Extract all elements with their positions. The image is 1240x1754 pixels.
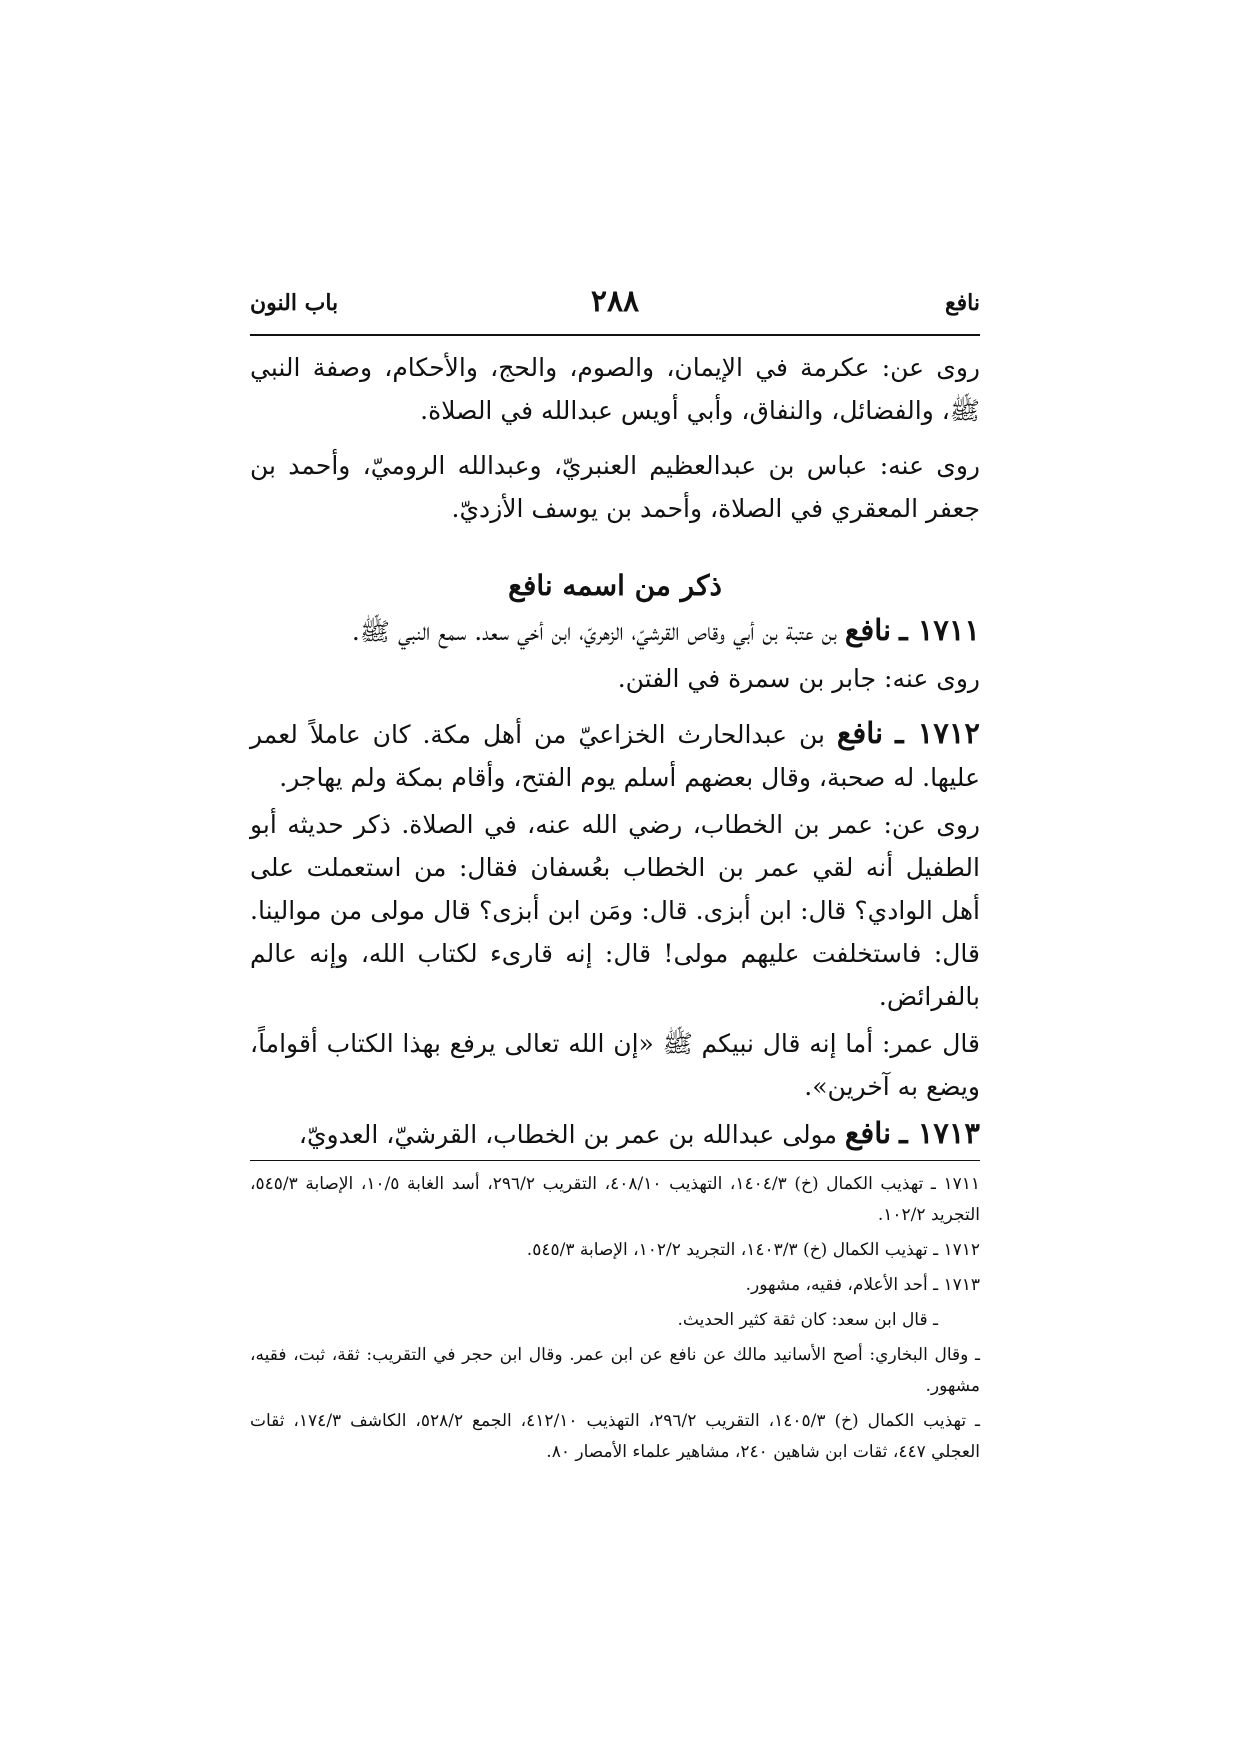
entry-1711 xyxy=(250,609,980,653)
footnote-1713-sources: ـ تهذيب الكمال (خ) ١٤٠٥/٣، التقريب ٢٩٦/٢، التهذيب ٤١٢/١٠، الجمع ٥٢٨/٢، الكاشف ١٧٤/٣، ثقات العجلي ٤٤٧، ثقات ابن شاهين ٢٤٠، مشاهير علماء الأمصار ٨٠. xyxy=(250,1411,980,1462)
entry-name: نافع xyxy=(844,1116,892,1150)
book-page xyxy=(250,284,981,1472)
footnotes xyxy=(250,1169,980,1468)
page-header xyxy=(250,284,980,334)
entry-1711-narrators: روى عنه: جابر بن سمرة في الفتن. xyxy=(617,664,980,693)
running-head-entry: نافع xyxy=(944,290,980,316)
entry-text: بن عبدالحارث الخزاعيّ من أهل مكة. كان عاملاً لعمر عليها. له صحبة، وقال بعضهم أسلم يوم الفتح، وأقام بمكة ولم يهاجر. xyxy=(250,720,980,792)
footnote-1712: ١٧١٢ ـ تهذيب الكمال (خ) ١٤٠٣/٣، التجريد ١٠٢/٢، الإصابة ٥٤٥/٣. xyxy=(526,1240,980,1260)
entry-1712-hadith: قال عمر: أما إنه قال نبيكم ﷺ «إن الله تعالى يرفع بهذا الكتاب أقواماً، ويضع به آخرين». xyxy=(250,1029,980,1101)
narrated-from-paragraph: روى عن: عكرمة في الإيمان، والصوم، والحج، والأحكام، وصفة النبي ﷺ، والفضائل، والنفاق، وأبي أويس عبدالله في الصلاة. xyxy=(250,353,980,425)
entry-1712 xyxy=(250,712,980,799)
narrated-by-paragraph: روى عنه: عباس بن عبدالعظيم العنبريّ، وعبدالله الروميّ، وأحمد بن جعفر المعقري في الصلاة، وأحمد بن يوسف الأزديّ. xyxy=(250,451,980,523)
footnote-1711: ١٧١١ ـ تهذيب الكمال (خ) ١٤٠٤/٣، التهذيب ٤٠٨/١٠، التقريب ٢٩٦/٢، أسد الغابة ١٠/٥، الإصابة ٥٤٥/٣، التجريد ١٠٢/٢. xyxy=(250,1174,981,1225)
running-head-chapter: باب النون xyxy=(250,290,339,316)
page-number: ٢٨٨ xyxy=(590,284,640,319)
entry-text: بن عتبة بن أبي وقاص القرشيّ، الزهريّ، ابن أخي سعد. سمع النبي ﷺ. xyxy=(351,617,845,646)
entry-1713 xyxy=(250,1112,980,1156)
footnote-rule xyxy=(250,1160,980,1161)
footnote-1713-bukhari: ـ وقال البخاري: أصح الأسانيد مالك عن نافع عن ابن عمر. وقال ابن حجر في التقريب: ثقة، ثبت، فقيه، مشهور. xyxy=(250,1345,980,1396)
entry-text: مولى عبدالله بن عمر بن الخطاب، القرشيّ، العدويّ، xyxy=(298,1120,845,1149)
footnote-1713-ibn-saad: ـ قال ابن سعد: كان ثقة كثير الحديث. xyxy=(677,1310,938,1330)
footnote-1713: ١٧١٣ ـ أحد الأعلام، فقيه، مشهور. xyxy=(745,1275,980,1295)
main-text xyxy=(250,346,980,1156)
entry-1712-narration: روى عن: عمر بن الخطاب، رضي الله عنه، في الصلاة. ذكر حديثه أبو الطفيل أنه لقي عمر بن الخطاب بعُسفان فقال: من استعملت على أهل الوادي؟ قال: ابن أبزى. قال: ومَن ابن أبزى؟ قال مولى من موالينا. قال: فاستخلفت عليهم مولى! قال: إنه قارىء لكتاب الله، وإنه عالم بالفرائض. xyxy=(250,810,980,1011)
entry-number: ١٧١٢ ـ xyxy=(895,716,980,750)
section-title: ذكر من اسمه نافع xyxy=(508,569,722,602)
entry-number: ١٧١٣ ـ xyxy=(899,1116,980,1150)
entry-name: نافع xyxy=(844,613,892,647)
header-rule xyxy=(250,334,980,336)
entry-name: نافع xyxy=(836,716,884,750)
entry-number: ١٧١١ ـ xyxy=(899,613,980,647)
